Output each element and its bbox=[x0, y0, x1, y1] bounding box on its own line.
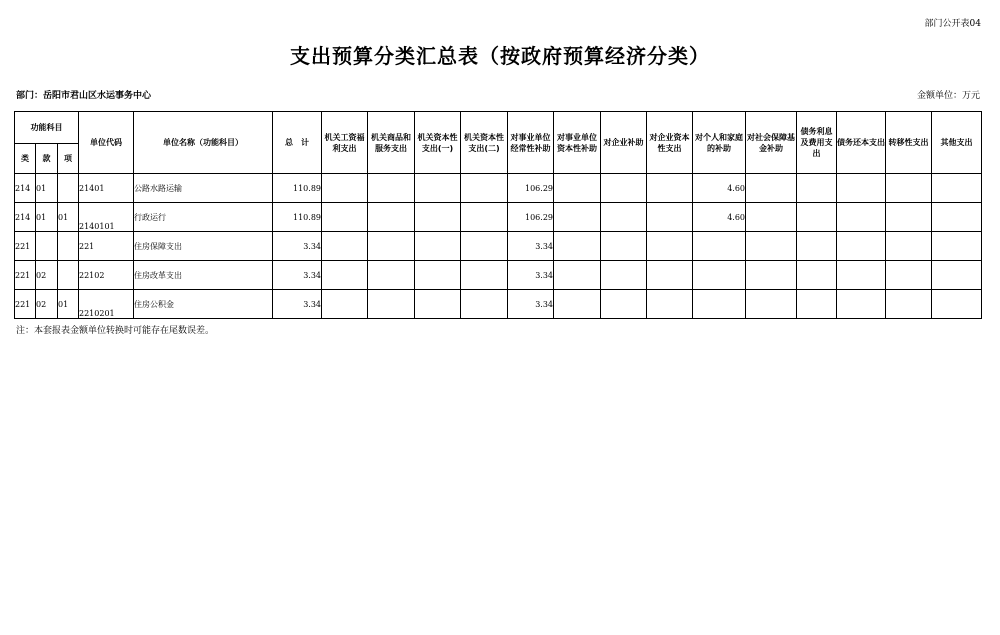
header-lei: 类 bbox=[15, 144, 36, 174]
cell-c8 bbox=[647, 203, 693, 232]
cell-c2 bbox=[368, 174, 415, 203]
cell-c14 bbox=[932, 290, 982, 319]
cell-c6 bbox=[554, 203, 601, 232]
header-c10: 对社会保障基金补助 bbox=[746, 112, 797, 174]
cell-c7 bbox=[601, 261, 647, 290]
cell-c11 bbox=[797, 203, 837, 232]
header-c14: 其他支出 bbox=[932, 112, 982, 174]
page-title: 支出预算分类汇总表（按政府预算经济分类） bbox=[290, 44, 710, 68]
cell-c3 bbox=[415, 290, 461, 319]
cell-c13 bbox=[886, 203, 932, 232]
cell-c4 bbox=[461, 174, 508, 203]
cell-name: 住房改革支出 bbox=[134, 261, 273, 290]
cell-c1 bbox=[322, 203, 368, 232]
cell-c11 bbox=[797, 290, 837, 319]
table-row bbox=[15, 174, 982, 203]
table-row bbox=[15, 203, 982, 232]
cell-c8 bbox=[647, 261, 693, 290]
cell-c12 bbox=[837, 203, 886, 232]
header-c6: 对事业单位资本性补助 bbox=[554, 112, 601, 174]
department-label: 部门：岳阳市君山区水运事务中心 bbox=[16, 91, 152, 101]
footnote: 注：本套报表金额单位转换时可能存在尾数误差。 bbox=[16, 326, 215, 336]
cell-c8 bbox=[647, 232, 693, 261]
cell-c12 bbox=[837, 290, 886, 319]
cell-c7 bbox=[601, 174, 647, 203]
cell-c7 bbox=[601, 232, 647, 261]
cell-code: 22102 bbox=[79, 261, 134, 290]
table-row bbox=[15, 232, 982, 261]
cell-c4 bbox=[461, 232, 508, 261]
cell-total: 3.34 bbox=[273, 232, 322, 261]
cell-lei: 214 bbox=[15, 174, 36, 203]
cell-c5: 3.34 bbox=[508, 261, 554, 290]
cell-lei: 214 bbox=[15, 203, 36, 232]
header-total: 总 计 bbox=[273, 112, 322, 174]
cell-c6 bbox=[554, 261, 601, 290]
cell-code: 2210201 bbox=[79, 290, 134, 319]
cell-kuan: 01 bbox=[36, 174, 58, 203]
header-unit-name: 单位名称（功能科目） bbox=[134, 112, 273, 174]
cell-c6 bbox=[554, 174, 601, 203]
cell-c10 bbox=[746, 174, 797, 203]
cell-kuan: 02 bbox=[36, 261, 58, 290]
cell-xiang bbox=[58, 174, 79, 203]
cell-total: 110.89 bbox=[273, 203, 322, 232]
cell-kuan: 02 bbox=[36, 290, 58, 319]
cell-c11 bbox=[797, 261, 837, 290]
cell-c3 bbox=[415, 261, 461, 290]
cell-c9 bbox=[693, 261, 746, 290]
cell-lei: 221 bbox=[15, 232, 36, 261]
cell-c11 bbox=[797, 174, 837, 203]
header-c13: 转移性支出 bbox=[886, 112, 932, 174]
header-c8: 对企业资本性支出 bbox=[647, 112, 693, 174]
cell-c6 bbox=[554, 232, 601, 261]
cell-c10 bbox=[746, 290, 797, 319]
cell-name: 行政运行 bbox=[134, 203, 273, 232]
cell-c10 bbox=[746, 261, 797, 290]
cell-c9 bbox=[693, 290, 746, 319]
cell-c13 bbox=[886, 174, 932, 203]
cell-c4 bbox=[461, 203, 508, 232]
cell-c9 bbox=[693, 232, 746, 261]
cell-code: 21401 bbox=[79, 174, 134, 203]
cell-name: 住房保障支出 bbox=[134, 232, 273, 261]
header-c1: 机关工资福利支出 bbox=[322, 112, 368, 174]
header-function-subject: 功能科目 bbox=[15, 112, 79, 144]
header-c2: 机关商品和服务支出 bbox=[368, 112, 415, 174]
cell-c1 bbox=[322, 232, 368, 261]
cell-c5: 106.29 bbox=[508, 174, 554, 203]
cell-c8 bbox=[647, 290, 693, 319]
cell-c8 bbox=[647, 174, 693, 203]
cell-c7 bbox=[601, 290, 647, 319]
cell-c2 bbox=[368, 261, 415, 290]
cell-c12 bbox=[837, 232, 886, 261]
cell-kuan: 01 bbox=[36, 203, 58, 232]
cell-xiang bbox=[58, 232, 79, 261]
cell-c13 bbox=[886, 232, 932, 261]
header-c11: 债务利息及费用支出 bbox=[797, 112, 837, 174]
cell-c3 bbox=[415, 232, 461, 261]
header-c7: 对企业补助 bbox=[601, 112, 647, 174]
header-c4: 机关资本性支出(二) bbox=[461, 112, 508, 174]
cell-c5: 106.29 bbox=[508, 203, 554, 232]
expenditure-table bbox=[14, 111, 982, 319]
cell-c5: 3.34 bbox=[508, 232, 554, 261]
cell-c3 bbox=[415, 174, 461, 203]
header-c9: 对个人和家庭的补助 bbox=[693, 112, 746, 174]
cell-xiang: 01 bbox=[58, 203, 79, 232]
cell-c5: 3.34 bbox=[508, 290, 554, 319]
table-row bbox=[15, 261, 982, 290]
cell-xiang bbox=[58, 261, 79, 290]
cell-c11 bbox=[797, 232, 837, 261]
cell-c1 bbox=[322, 261, 368, 290]
cell-total: 110.89 bbox=[273, 174, 322, 203]
cell-code: 2140101 bbox=[79, 203, 134, 232]
cell-c14 bbox=[932, 174, 982, 203]
cell-c12 bbox=[837, 174, 886, 203]
cell-total: 3.34 bbox=[273, 290, 322, 319]
cell-c3 bbox=[415, 203, 461, 232]
cell-c2 bbox=[368, 290, 415, 319]
cell-c14 bbox=[932, 232, 982, 261]
cell-c2 bbox=[368, 232, 415, 261]
form-code: 部门公开表04 bbox=[924, 19, 981, 29]
header-c3: 机关资本性支出(一) bbox=[415, 112, 461, 174]
cell-c9: 4.60 bbox=[693, 174, 746, 203]
header-kuan: 款 bbox=[36, 144, 58, 174]
cell-c10 bbox=[746, 232, 797, 261]
cell-c1 bbox=[322, 174, 368, 203]
cell-c4 bbox=[461, 290, 508, 319]
cell-c14 bbox=[932, 203, 982, 232]
cell-name: 住房公积金 bbox=[134, 290, 273, 319]
cell-c14 bbox=[932, 261, 982, 290]
cell-lei: 221 bbox=[15, 290, 36, 319]
cell-c1 bbox=[322, 290, 368, 319]
table-row bbox=[15, 290, 982, 319]
cell-c10 bbox=[746, 203, 797, 232]
header-c12: 债务还本支出 bbox=[837, 112, 886, 174]
cell-c13 bbox=[886, 261, 932, 290]
cell-c2 bbox=[368, 203, 415, 232]
cell-c6 bbox=[554, 290, 601, 319]
cell-name: 公路水路运输 bbox=[134, 174, 273, 203]
cell-c9: 4.60 bbox=[693, 203, 746, 232]
header-c5: 对事业单位经常性补助 bbox=[508, 112, 554, 174]
cell-xiang: 01 bbox=[58, 290, 79, 319]
cell-code: 221 bbox=[79, 232, 134, 261]
header-xiang: 项 bbox=[58, 144, 79, 174]
cell-c13 bbox=[886, 290, 932, 319]
header-unit-code: 单位代码 bbox=[79, 112, 134, 174]
cell-c7 bbox=[601, 203, 647, 232]
cell-lei: 221 bbox=[15, 261, 36, 290]
cell-c12 bbox=[837, 261, 886, 290]
amount-unit-label: 金额单位：万元 bbox=[916, 91, 980, 101]
cell-c4 bbox=[461, 261, 508, 290]
cell-kuan bbox=[36, 232, 58, 261]
cell-total: 3.34 bbox=[273, 261, 322, 290]
